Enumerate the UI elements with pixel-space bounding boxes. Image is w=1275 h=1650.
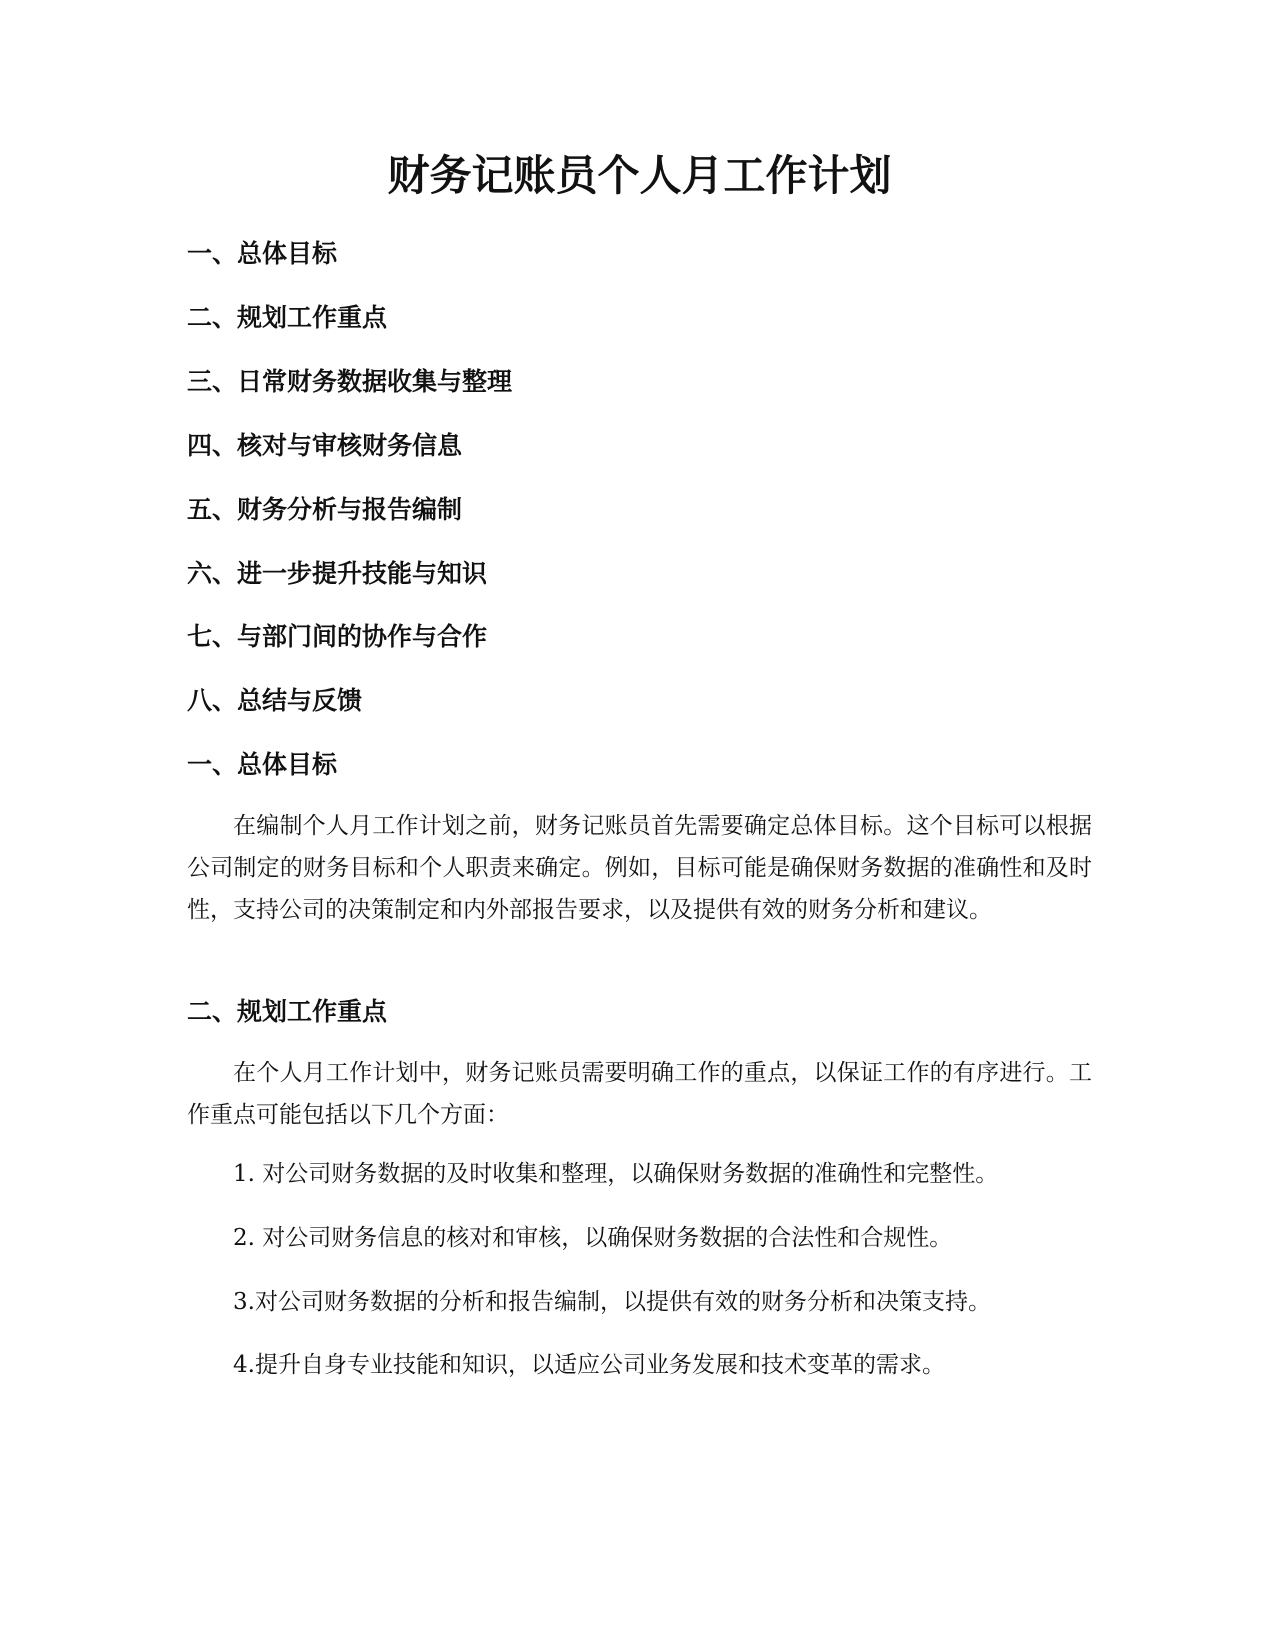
list-item: 3.对公司财务数据的分析和报告编制，以提供有效的财务分析和决策支持。 [233,1289,991,1315]
toc-item: 三、日常财务数据收集与整理 [187,367,513,396]
document-title: 财务记账员个人月工作计划 [387,151,892,200]
toc-item: 二、规划工作重点 [187,303,388,332]
toc-item: 五、财务分析与报告编制 [187,495,463,524]
list-item: 4.提升自身专业技能和知识，以适应公司业务发展和技术变革的需求。 [233,1352,945,1378]
section-heading: 一、总体目标 [187,750,338,779]
list-item: 2. 对公司财务信息的核对和审核，以确保财务数据的合法性和合规性。 [233,1225,953,1251]
section-paragraph: 在个人月工作计划中，财务记账员需要明确工作的重点，以保证工作的有序进行。工作重点可能包括以下几个方面： [187,1060,1092,1128]
section-paragraph: 在编制个人月工作计划之前，财务记账员首先需要确定总体目标。这个目标可以根据公司制定的财务目标和个人职责来确定。例如，目标可能是确保财务数据的准确性和及时性，支持公司的决策制定和内外部报告要求，以及提供有效的财务分析和建议。 [187,813,1092,923]
toc-item: 四、核对与审核财务信息 [187,431,463,460]
toc-item: 一、总体目标 [187,239,338,268]
section-heading: 二、规划工作重点 [187,997,388,1026]
toc-item: 八、总结与反馈 [187,686,363,715]
toc-item: 六、进一步提升技能与知识 [187,559,488,588]
toc-item: 七、与部门间的协作与合作 [187,622,488,651]
document-page [187,0,1092,1650]
list-item: 1. 对公司财务数据的及时收集和整理，以确保财务数据的准确性和完整性。 [233,1161,999,1187]
